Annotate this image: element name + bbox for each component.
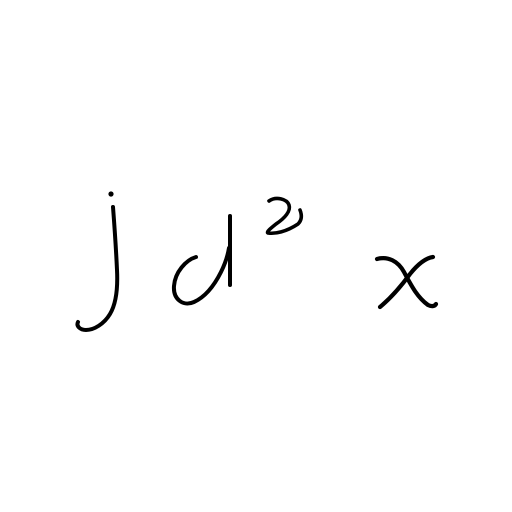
glyph-j-stroke — [77, 207, 117, 330]
glyph-x — [377, 257, 436, 307]
glyph-j-dot — [108, 191, 113, 196]
glyph-j — [77, 191, 117, 330]
glyph-superscript-2 — [268, 198, 302, 233]
glyph-d-bowl — [174, 248, 229, 304]
glyph-x-stroke-2 — [380, 257, 433, 307]
glyph-d — [174, 216, 230, 304]
glyph-2-stroke — [268, 198, 302, 233]
